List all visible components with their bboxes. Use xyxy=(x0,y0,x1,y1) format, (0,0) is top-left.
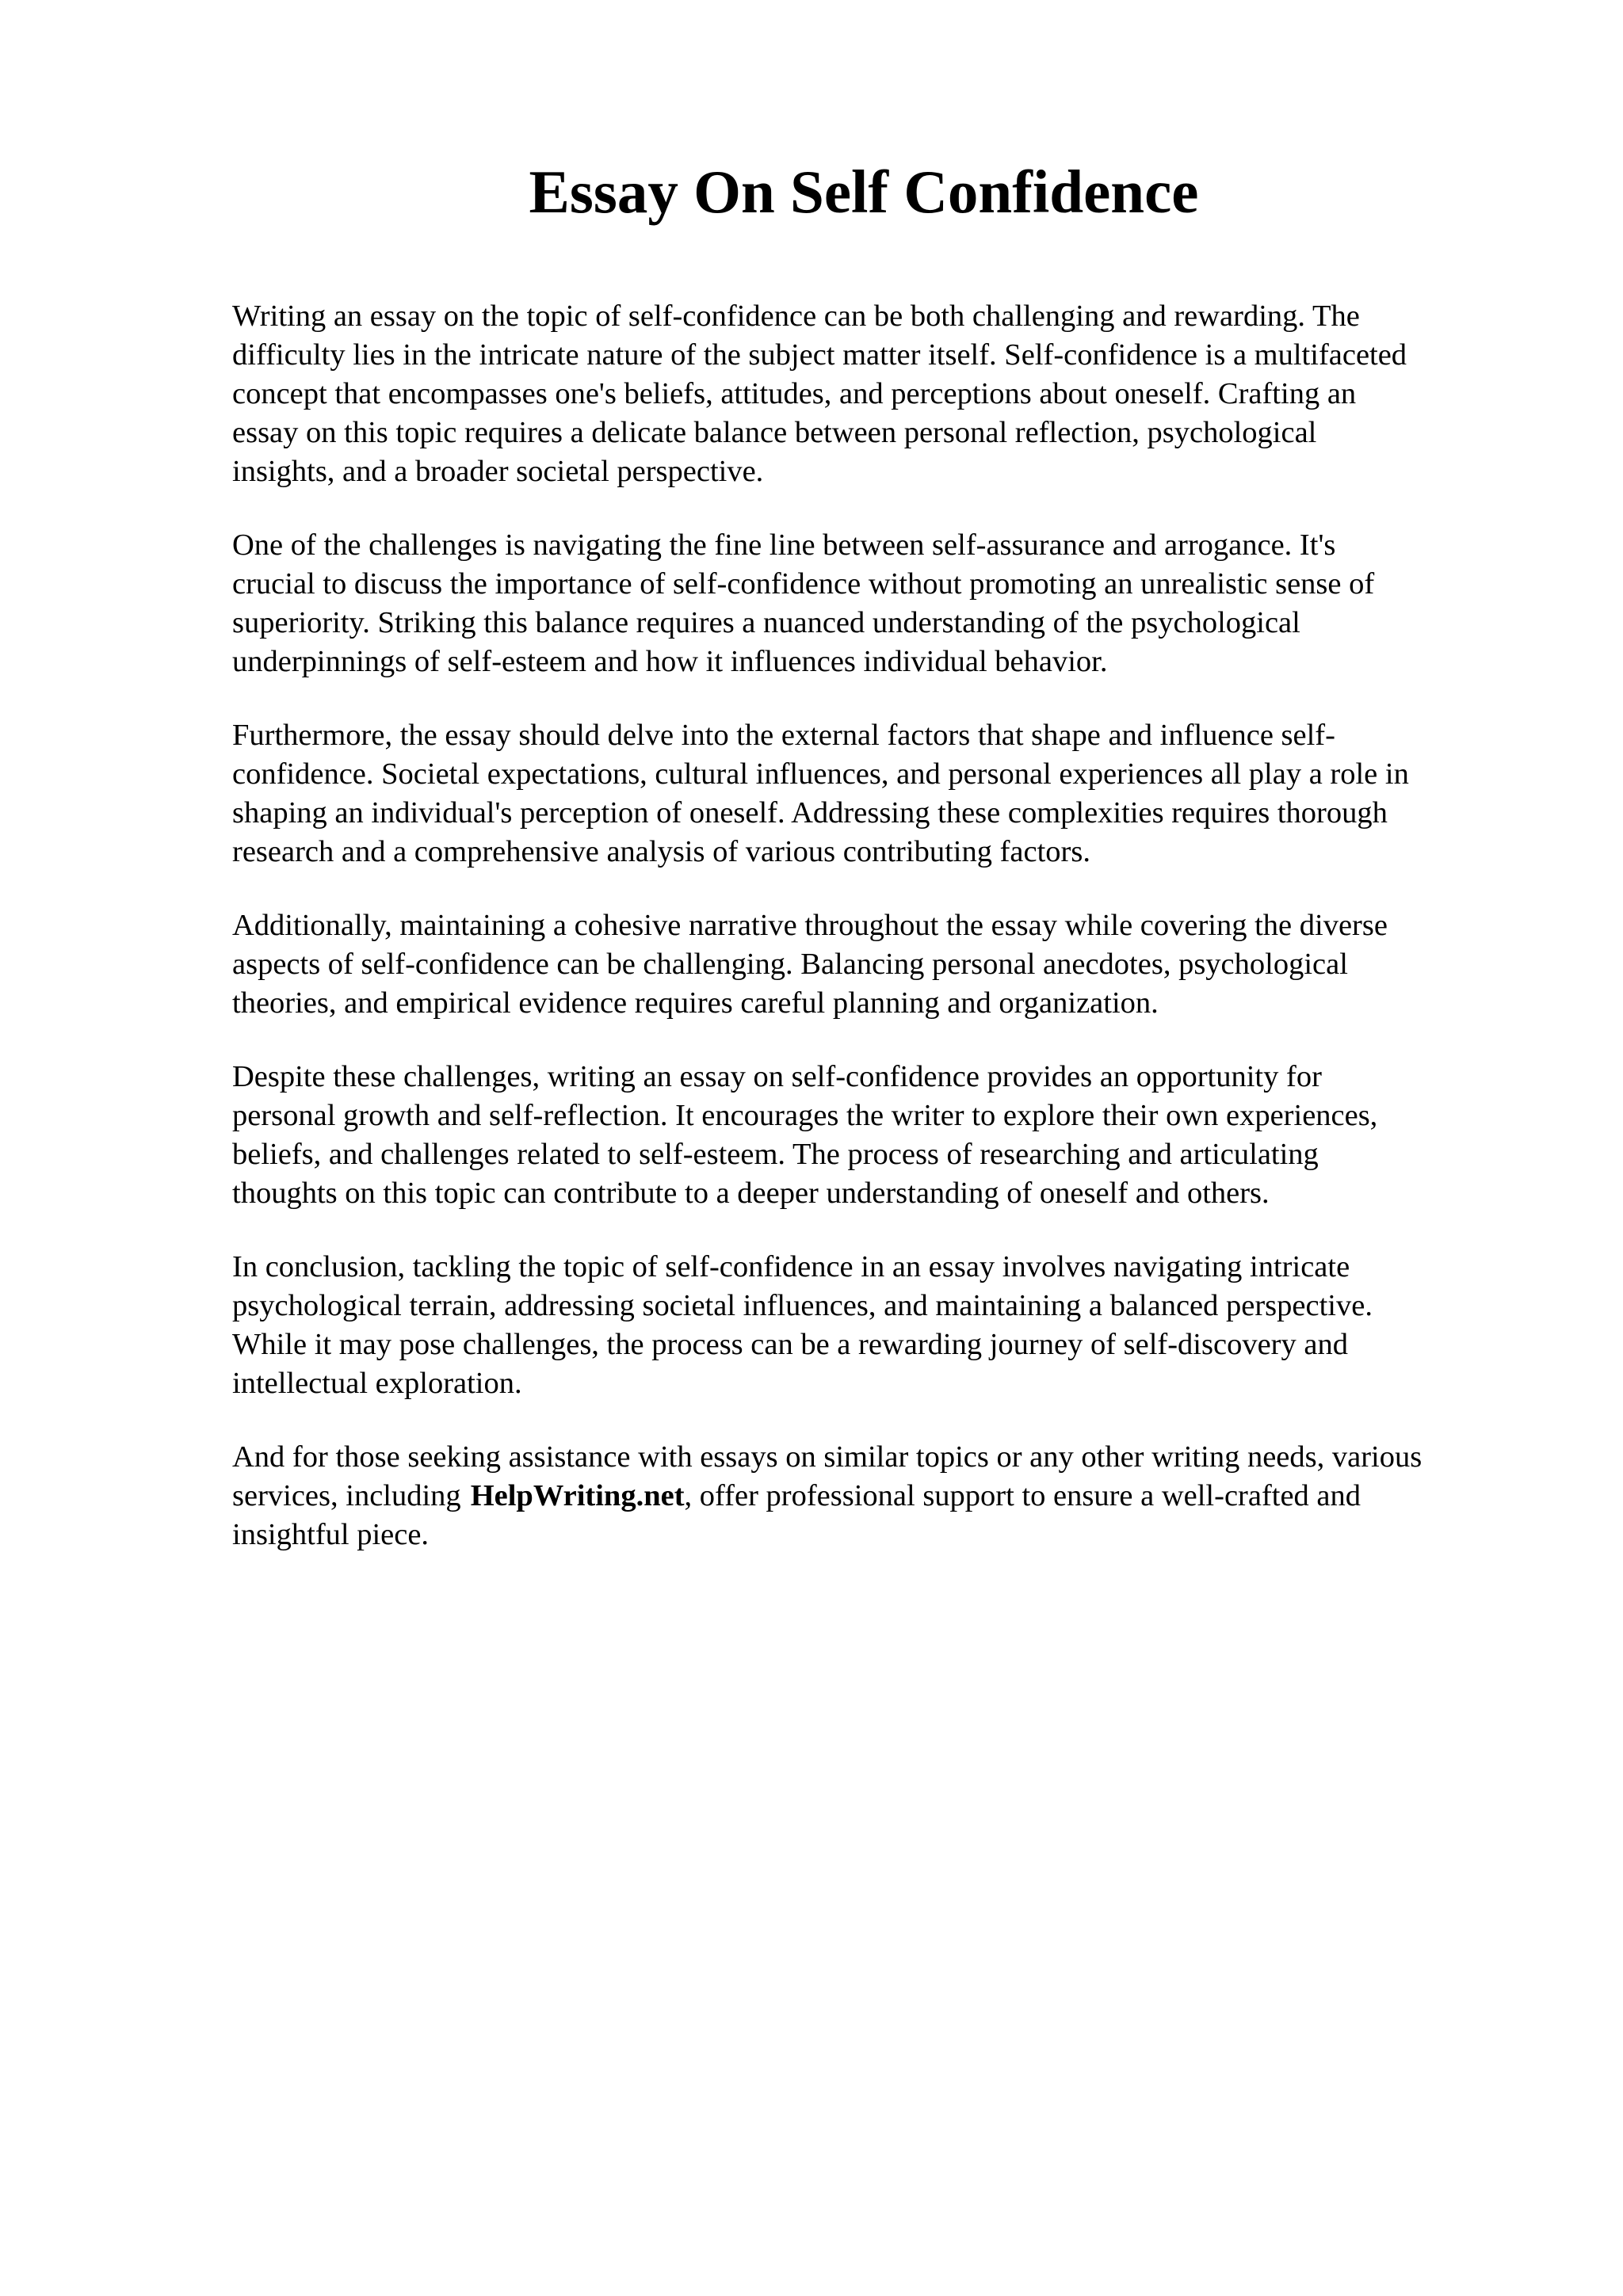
paragraph-3 xyxy=(232,716,1532,871)
paragraph-line: One of the challenges is navigating the fine line between self-assurance and arrogance. It's xyxy=(232,528,1336,562)
paragraph-line: personal growth and self-reflection. It encourages the writer to explore their own experiences, xyxy=(232,1099,1378,1132)
paragraph-line: psychological terrain, addressing societal influences, and maintaining a balanced perspective. xyxy=(232,1289,1373,1322)
paragraph-line: difficulty lies in the intricate nature of the subject matter itself. Self-confidence is a multifaceted xyxy=(232,338,1407,372)
paragraph-line: And for those seeking assistance with essays on similar topics or any other writing needs, various xyxy=(232,1440,1423,1474)
closing-text-before: services, including xyxy=(232,1479,461,1512)
paragraph-2 xyxy=(232,526,1532,681)
paragraph-line: shaping an individual's perception of oneself. Addressing these complexities requires thorough xyxy=(232,796,1388,830)
paragraph-line: insightful piece. xyxy=(232,1518,430,1551)
page-title: Essay On Self Confidence xyxy=(529,158,1199,226)
essay-body xyxy=(232,297,1532,1589)
paragraph-6 xyxy=(232,1248,1532,1403)
paragraph-line: concept that encompasses one's beliefs, attitudes, and perceptions about oneself. Crafting an xyxy=(232,377,1357,410)
paragraph-line: superiority. Striking this balance requires a nuanced understanding of the psychological xyxy=(232,606,1300,639)
paragraph-line: theories, and empirical evidence requires careful planning and organization. xyxy=(232,986,1159,1020)
paragraph-1 xyxy=(232,297,1532,491)
closing-text-after: , offer professional support to ensure a well-crafted and xyxy=(684,1479,1361,1512)
paragraph-line: underpinnings of self-esteem and how it influences individual behavior. xyxy=(232,645,1108,678)
paragraph-line: insights, and a broader societal perspective. xyxy=(232,455,764,488)
paragraph-line: Despite these challenges, writing an essay on self-confidence provides an opportunity for xyxy=(232,1060,1322,1093)
paragraph-line: Writing an essay on the topic of self-confidence can be both challenging and rewarding. The xyxy=(232,299,1360,333)
closing-paragraph xyxy=(232,1438,1532,1554)
paragraph-line: In conclusion, tackling the topic of self-confidence in an essay involves navigating intricate xyxy=(232,1250,1350,1283)
paragraph-line: Furthermore, the essay should delve into the external factors that shape and influence self- xyxy=(232,719,1335,752)
paragraph-line: thoughts on this topic can contribute to a deeper understanding of oneself and others. xyxy=(232,1177,1270,1210)
paragraph-line xyxy=(232,1477,1532,1516)
paragraph-line: confidence. Societal expectations, cultural influences, and personal experiences all play a role in xyxy=(232,757,1409,791)
paragraph-line: beliefs, and challenges related to self-esteem. The process of researching and articulating xyxy=(232,1138,1319,1171)
paragraph-line: research and a comprehensive analysis of various contributing factors. xyxy=(232,835,1090,868)
paragraph-4 xyxy=(232,906,1532,1023)
paragraph-line: Additionally, maintaining a cohesive narrative throughout the essay while covering the diverse xyxy=(232,909,1388,942)
paragraph-line: intellectual exploration. xyxy=(232,1367,522,1400)
paragraph-line: crucial to discuss the importance of self-confidence without promoting an unrealistic sense of xyxy=(232,567,1375,601)
paragraph-line: essay on this topic requires a delicate balance between personal reflection, psychological xyxy=(232,416,1317,449)
paragraph-line: While it may pose challenges, the process can be a rewarding journey of self-discovery and xyxy=(232,1328,1348,1361)
paragraph-5 xyxy=(232,1058,1532,1213)
helpwriting-brand: HelpWriting.net xyxy=(470,1479,685,1512)
paragraph-line: aspects of self-confidence can be challenging. Balancing personal anecdotes, psychological xyxy=(232,948,1348,981)
